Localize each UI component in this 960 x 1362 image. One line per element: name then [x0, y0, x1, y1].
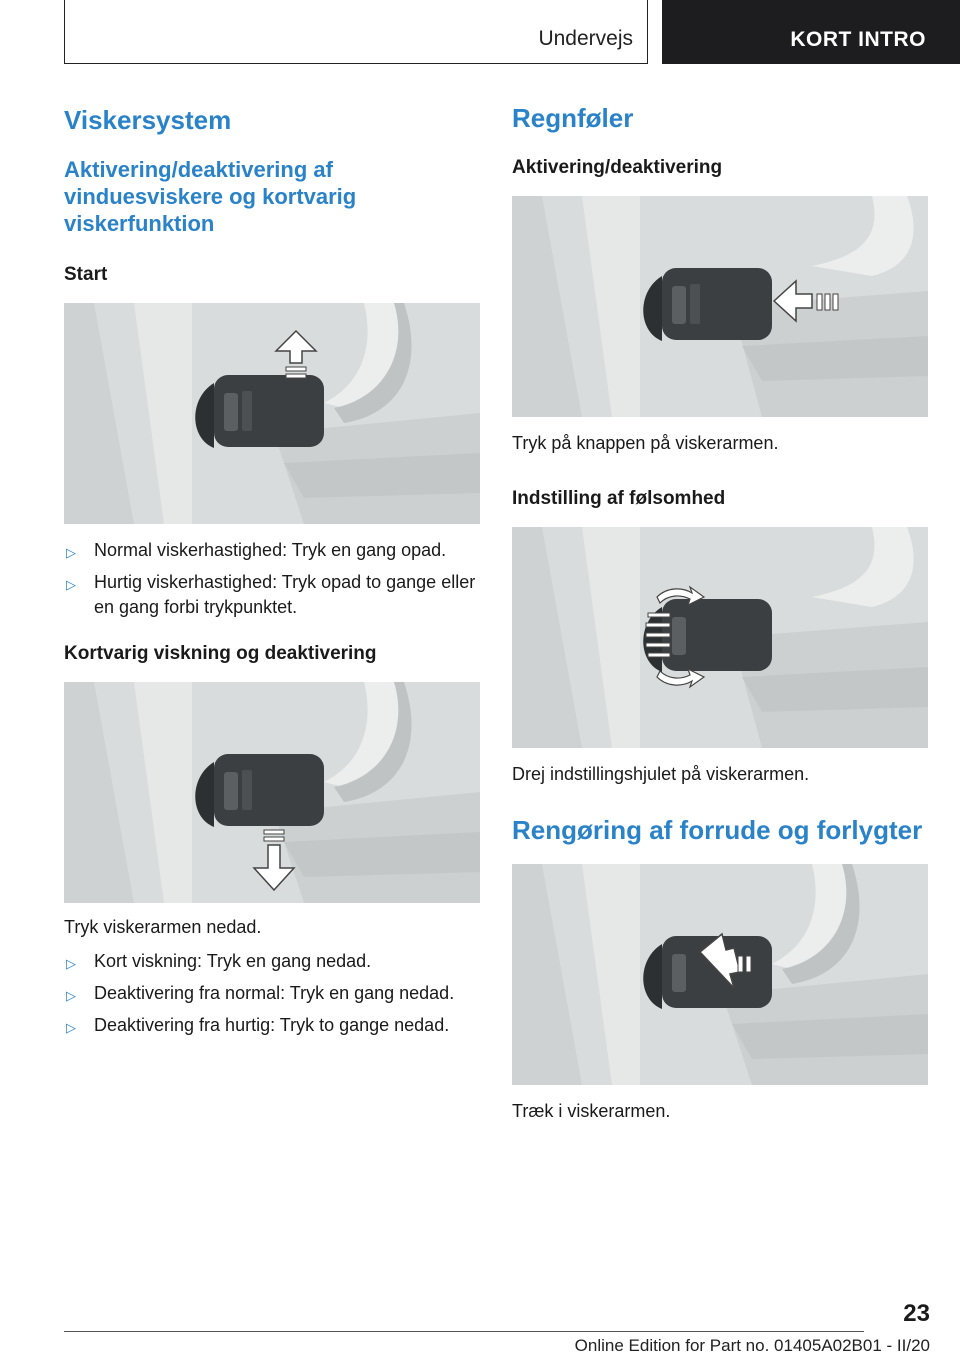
header-chapter-tab	[662, 0, 960, 64]
illustration-sensitivity-wheel	[512, 527, 928, 748]
cleaning-caption: Træk i viskerarmen.	[512, 1101, 671, 1121]
list-item: ▷ Deaktivering fra hurtig: Tryk to gange nedad.	[64, 1013, 480, 1038]
left-column	[64, 100, 480, 1045]
heading-start: Start	[64, 264, 108, 285]
triangle-bullet-icon: ▷	[66, 1020, 76, 1035]
short-wipe-bullet-list	[64, 949, 480, 1038]
right-column	[512, 100, 928, 1123]
illustration-wiper-down	[64, 682, 480, 903]
triangle-bullet-icon: ▷	[66, 988, 76, 1003]
heading-sensitivity: Indstilling af følsomhed	[512, 488, 726, 509]
list-item: ▷ Kort viskning: Tryk en gang nedad.	[64, 949, 480, 974]
header-chapter-label: KORT INTRO	[790, 28, 926, 51]
list-item: ▷ Deaktivering fra normal: Tryk en gang nedad.	[64, 981, 480, 1006]
section-title-wiper-system: Viskersystem	[64, 105, 232, 135]
illustration-rain-sensor-button	[512, 196, 928, 417]
illustration-wiper-up	[64, 303, 480, 524]
footer-divider	[64, 1331, 864, 1332]
page-number: 23	[903, 1300, 930, 1327]
section-title-cleaning: Rengøring af forrude og forlygter	[512, 815, 923, 845]
subtitle-wiper-activation: Aktivering/deaktivering af vinduesviskere og kortvarig viskerfunktion	[64, 157, 357, 236]
section-title-rain-sensor: Regnføler	[512, 103, 634, 133]
illustration-wiper-pull	[512, 864, 928, 1085]
start-bullet-list	[64, 538, 480, 620]
header-section-label: Undervejs	[538, 27, 633, 50]
triangle-bullet-icon: ▷	[66, 545, 76, 560]
list-item: ▷ Hurtig viskerhastighed: Tryk opad to gange eller en gang forbi trykpunktet.	[66, 572, 476, 617]
rain-activation-caption: Tryk på knappen på viskerarmen.	[512, 433, 779, 453]
header-section-tab	[64, 0, 648, 64]
heading-short-wipe: Kortvarig viskning og deaktivering	[64, 643, 377, 664]
triangle-bullet-icon: ▷	[66, 577, 76, 592]
list-item: ▷ Normal viskerhastighed: Tryk en gang opad.	[64, 538, 480, 563]
footer-edition: Online Edition for Part no. 01405A02B01 - II/20	[574, 1336, 930, 1355]
heading-rain-activation: Aktivering/deaktivering	[512, 157, 723, 178]
sensitivity-caption: Drej indstillingshjulet på viskerarmen.	[512, 764, 810, 784]
triangle-bullet-icon: ▷	[66, 956, 76, 971]
short-wipe-intro: Tryk viskerarmen nedad.	[64, 917, 262, 937]
